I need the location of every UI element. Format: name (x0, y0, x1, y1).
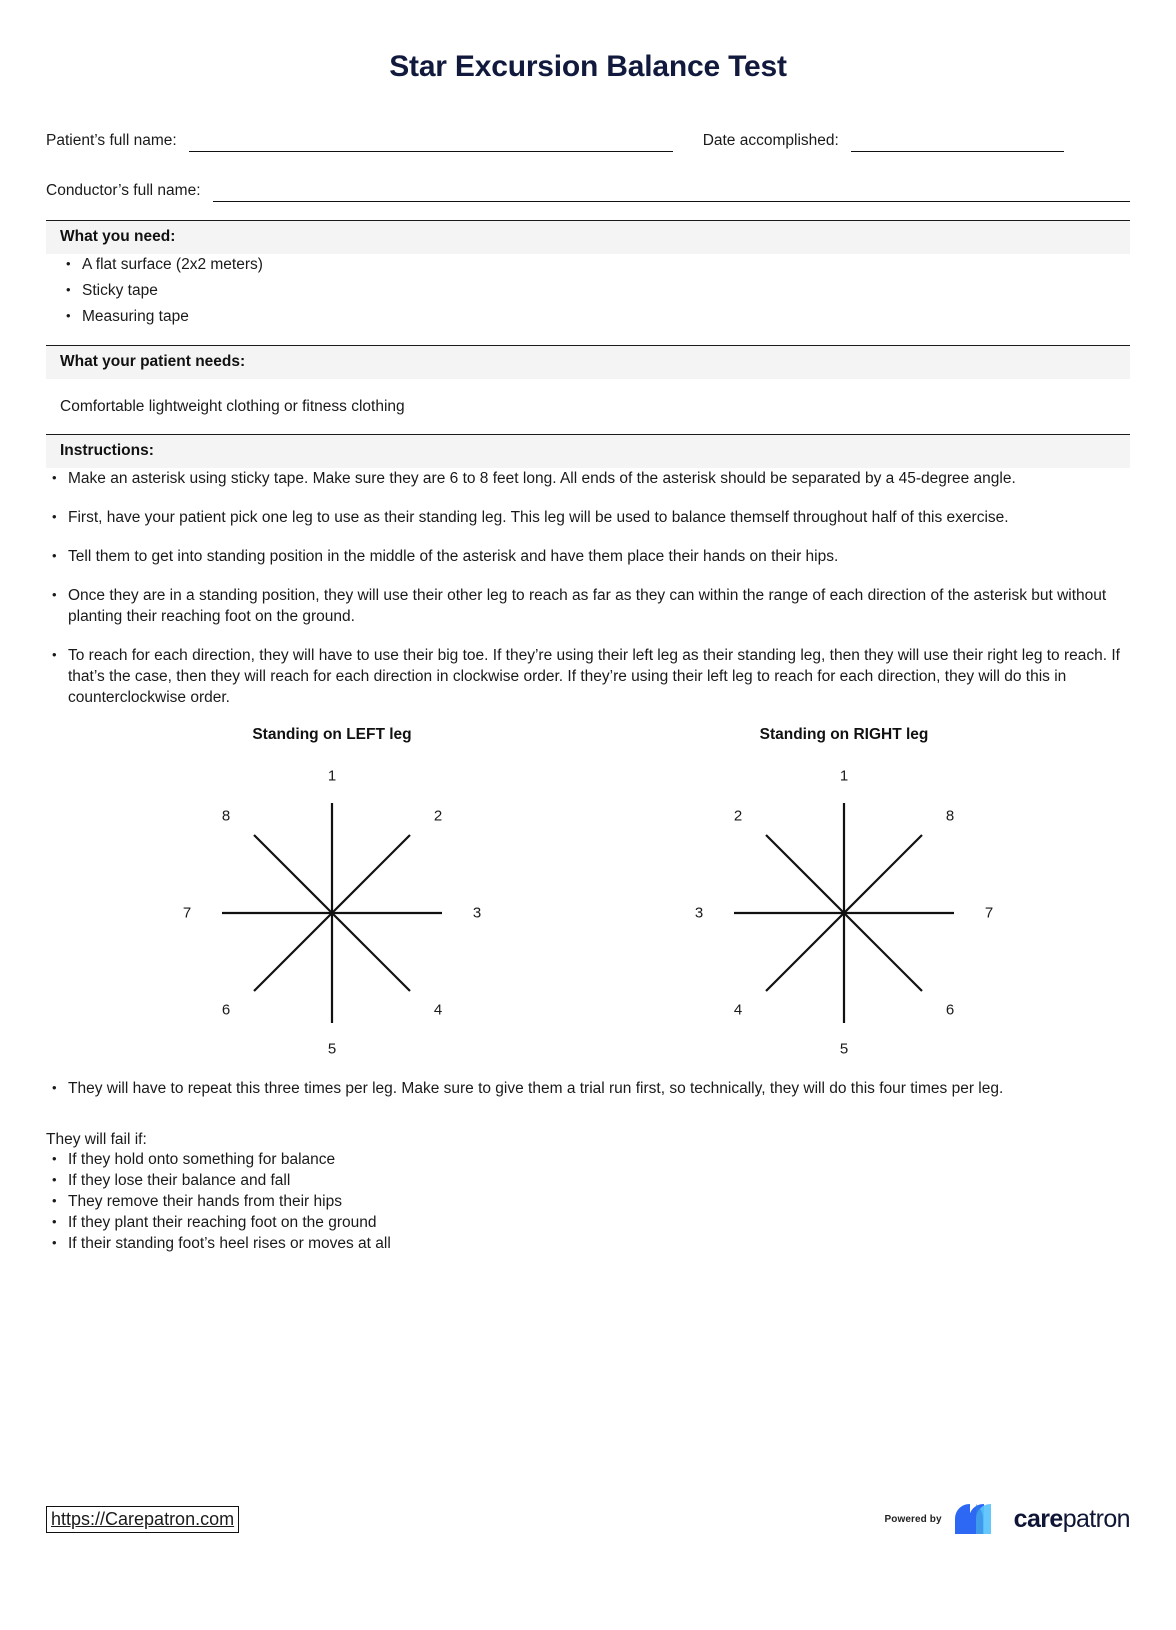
patient-name-label: Patient’s full name: (46, 132, 177, 149)
star-label-lower-right: 6 (945, 1001, 955, 1019)
list-item: • If they hold onto something for balance (46, 1149, 1130, 1170)
star-label-upper-right: 8 (945, 807, 955, 825)
section-header-instructions: Instructions: (46, 434, 1130, 468)
list-item: • To reach for each direction, they will have to use their big toe. If they’re using their left leg as their standing leg, then they will use their right leg to reach. If that’s the case, then they will reach for each direction in clockwise order. If they’re using their left leg to reach for each direction, they will do this in counterclockwise order. (46, 645, 1130, 708)
diagram-right-leg (634, 726, 1054, 1078)
star-label-upper-left: 8 (221, 807, 231, 825)
star-figure-right (634, 748, 1054, 1078)
powered-by-brand (885, 1500, 1130, 1538)
star-label-bottom: 5 (327, 1040, 337, 1058)
patient-name-input[interactable] (189, 135, 673, 152)
star-label-left: 3 (694, 904, 704, 922)
list-item: • Once they are in a standing position, they will use their other leg to reach as far as they can within the range of each direction of the asterisk but without planting their reaching foot on the ground. (46, 585, 1130, 627)
what-you-need-list (60, 254, 1116, 327)
powered-by-label: Powered by (884, 1513, 942, 1525)
fail-section-heading: They will fail if: (46, 1131, 147, 1148)
list-item: • Tell them to get into standing position in the middle of the asterisk and have them place their hands on their hips. (46, 546, 1130, 567)
star-label-bottom: 5 (839, 1040, 849, 1058)
list-item: • Measuring tape (60, 306, 1116, 327)
page-footer (46, 1500, 1130, 1538)
list-item: • If their standing foot’s heel rises or moves at all (46, 1233, 1130, 1254)
star-label-lower-left: 4 (733, 1001, 743, 1019)
section-header-what-you-need: What you need: (46, 220, 1130, 254)
star-label-upper-left: 2 (733, 807, 743, 825)
star-label-lower-right: 4 (433, 1001, 443, 1019)
carepatron-wordmark (1013, 1504, 1130, 1533)
star-label-lower-left: 6 (221, 1001, 231, 1019)
carepatron-url-link[interactable]: https://Carepatron.com (46, 1506, 239, 1533)
star-label-left: 7 (182, 904, 192, 922)
star-label-upper-right: 2 (433, 807, 443, 825)
diagram-left-leg (122, 726, 542, 1078)
list-item: • They will have to repeat this three times per leg. Make sure to give them a trial run first, so technically, they will do this four times per leg. (46, 1078, 1130, 1099)
instructions-list (46, 468, 1130, 708)
date-accomplished-input[interactable] (851, 135, 1064, 152)
star-label-right: 3 (472, 904, 482, 922)
conductor-name-label: Conductor’s full name: (46, 182, 201, 199)
list-item: • They remove their hands from their hips (46, 1191, 1130, 1212)
diagram-caption: Standing on RIGHT leg (759, 726, 929, 743)
star-figure-left (122, 748, 542, 1078)
list-item: • First, have your patient pick one leg to use as their standing leg. This leg will be used to balance themself throughout half of this exercise. (46, 507, 1130, 528)
name-date-row (46, 126, 1130, 152)
patient-needs-text: Comfortable lightweight clothing or fitness clothing (60, 398, 405, 415)
star-label-top: 1 (327, 767, 337, 785)
carepatron-logo (954, 1500, 1130, 1538)
brand-light-text: patron (1062, 1504, 1130, 1533)
section-header-patient-needs: What your patient needs: (46, 345, 1130, 379)
page-title: Star Excursion Balance Test (389, 50, 787, 83)
diagram-caption: Standing on LEFT leg (252, 726, 412, 743)
repetition-note-list (46, 1078, 1130, 1099)
list-item: • A flat surface (2x2 meters) (60, 254, 1116, 275)
brand-bold-text: care (1013, 1504, 1063, 1533)
star-label-top: 1 (839, 767, 849, 785)
fail-conditions-list (46, 1149, 1130, 1254)
conductor-name-input[interactable] (213, 185, 1130, 202)
list-item: • If they plant their reaching foot on the ground (46, 1212, 1130, 1233)
header-fields (46, 126, 1130, 202)
what-you-need-body (46, 254, 1130, 327)
star-diagrams (46, 726, 1130, 1078)
star-label-right: 7 (984, 904, 994, 922)
carepatron-mark-icon (954, 1500, 1006, 1538)
list-item: • If they lose their balance and fall (46, 1170, 1130, 1191)
conductor-row (46, 176, 1130, 202)
list-item: • Make an asterisk using sticky tape. Make sure they are 6 to 8 feet long. All ends of the asterisk should be separated by a 45-degree angle. (46, 468, 1130, 489)
date-accomplished-label: Date accomplished: (702, 132, 839, 149)
list-item: • Sticky tape (60, 280, 1116, 301)
